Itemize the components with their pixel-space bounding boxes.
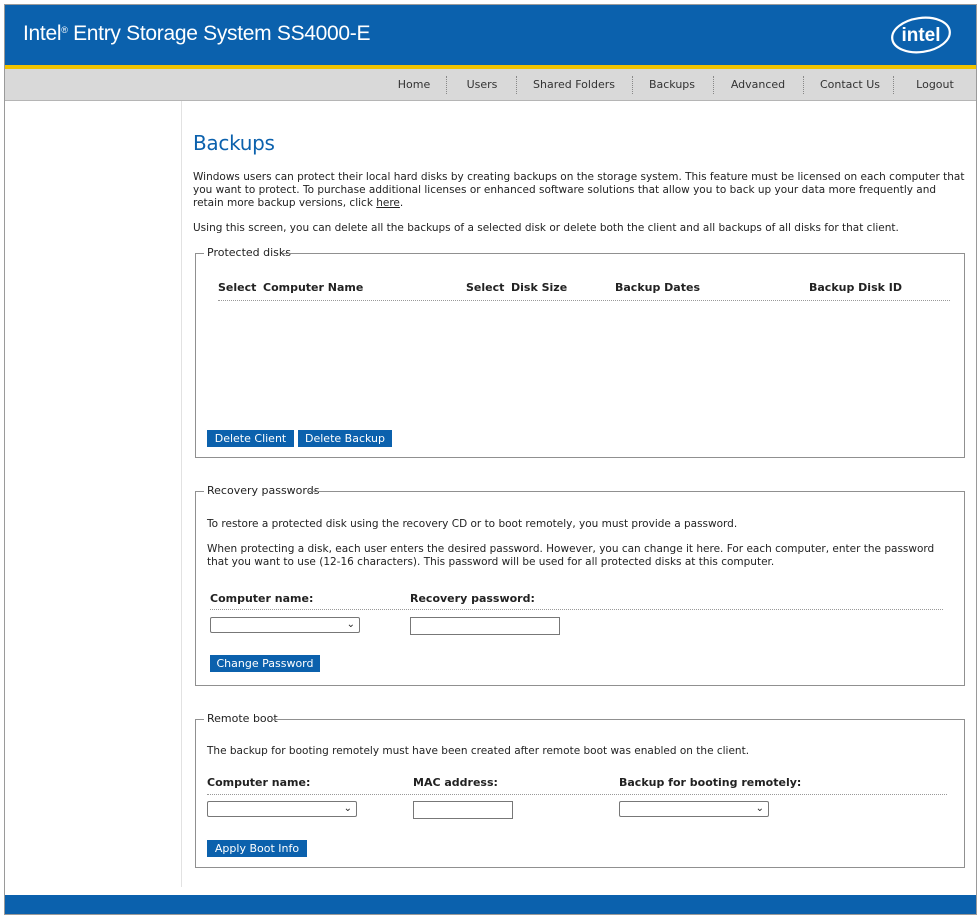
row-divider (210, 609, 943, 610)
remote-boot-legend: Remote boot (207, 712, 278, 725)
recovery-passwords-group (195, 484, 965, 686)
purchase-link[interactable]: here (376, 197, 400, 209)
col-disk-size: Disk Size (511, 281, 568, 294)
recovery-computer-select[interactable] (210, 617, 360, 633)
nav-separator (893, 76, 894, 94)
backup-boot-label: Backup for booting remotely: (619, 776, 802, 789)
col-backup-dates: Backup Dates (615, 281, 700, 294)
nav-advanced[interactable]: Advanced (730, 78, 786, 91)
boot-computer-select[interactable] (207, 801, 357, 817)
nav-contact-us[interactable]: Contact Us (819, 78, 881, 91)
left-divider (181, 101, 182, 887)
change-password-button[interactable]: Change Password (210, 655, 320, 672)
chevron-down-icon: ⌄ (755, 803, 764, 814)
protected-disks-legend: Protected disks (207, 246, 292, 259)
mac-address-label: MAC address: (413, 776, 498, 789)
header-bar (5, 5, 976, 65)
app-title: Intel® Entry Storage System SS4000-E (23, 22, 371, 45)
nav-separator (713, 76, 714, 94)
nav-logout[interactable]: Logout (916, 78, 954, 91)
app-window (4, 4, 977, 915)
nav-backups[interactable]: Backups (648, 78, 696, 91)
svg-text:intel: intel (901, 25, 941, 46)
chevron-down-icon: ⌄ (346, 619, 355, 630)
recovery-password-label: Recovery password: (410, 592, 535, 605)
apply-boot-info-button[interactable]: Apply Boot Info (207, 840, 307, 857)
nav-separator (516, 76, 517, 94)
nav-separator (632, 76, 633, 94)
col-computer-name: Computer Name (263, 281, 364, 294)
col-select: Select (218, 281, 257, 294)
row-divider (207, 794, 947, 795)
backup-boot-select[interactable] (619, 801, 769, 817)
recovery-info-text: To restore a protected disk using the recovery CD or to boot remotely, you must provide a password. (207, 518, 738, 530)
nav-shared-folders[interactable]: Shared Folders (533, 78, 615, 91)
remote-boot-info-text: The backup for booting remotely must have been created after remote boot was enabled on the client. (207, 745, 750, 757)
chevron-down-icon: ⌄ (343, 803, 352, 814)
usage-paragraph: Using this screen, you can delete all the backups of a selected disk or delete both the client and all backups of all disks for that client. (193, 222, 899, 234)
footer-bar (5, 895, 976, 914)
delete-backup-button[interactable]: Delete Backup (298, 430, 392, 447)
page-title: Backups (193, 131, 275, 155)
nav-bar (5, 69, 976, 101)
col-select-disk: Select (466, 281, 505, 294)
recovery-passwords-legend: Recovery passwords (207, 484, 320, 497)
nav-home[interactable]: Home (397, 78, 431, 91)
boot-computer-name-label: Computer name: (207, 776, 311, 789)
nav-separator (803, 76, 804, 94)
nav-separator (446, 76, 447, 94)
computer-name-label: Computer name: (210, 592, 314, 605)
intro-paragraph: Windows users can protect their local hard disks by creating backups on the storage system. This feature must be licensed on each computer that you want to protect. To purchase additional licenses or enhanced software solutions that allow you to back up your data more frequently and retain more backup versions, click here. (193, 171, 965, 209)
intel-logo (890, 13, 952, 55)
mac-address-input[interactable] (413, 801, 513, 819)
recovery-help-text: When protecting a disk, each user enters the desired password. However, you can change it here. For each computer, enter the password that you want to use (12-16 characters). This password will be used for all protected disks at this computer. (207, 543, 935, 568)
remote-boot-group (195, 712, 965, 868)
col-backup-disk-id: Backup Disk ID (809, 281, 902, 294)
header-divider (218, 300, 950, 301)
recovery-password-input[interactable] (410, 617, 560, 635)
nav-users[interactable]: Users (466, 78, 498, 91)
protected-disks-group (195, 246, 965, 458)
delete-client-button[interactable]: Delete Client (207, 430, 294, 447)
